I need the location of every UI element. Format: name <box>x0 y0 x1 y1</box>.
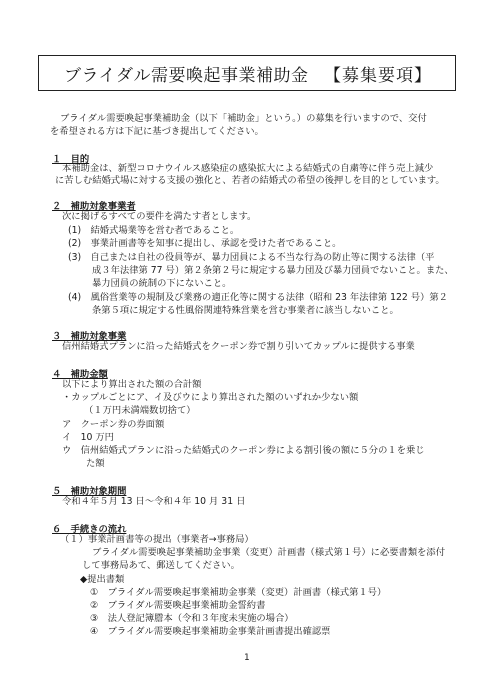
section-6-line: して事務局あて、郵送してください。 <box>82 560 240 571</box>
section-6-line: ④ ブライダル需要喚起事業補助金事業計画書提出確認票 <box>90 626 331 637</box>
section-2-lead: 次に掲げるすべての要件を満たす者とします。 <box>62 211 257 222</box>
section-6-line: ① ブライダル需要喚起事業補助金事業（変更）計画書（様式第１号） <box>90 587 387 598</box>
section-4-line: ウ 信州結婚式プランに沿った結婚式のクーポン券による割引後の額に５分の１を乗じ <box>62 445 425 456</box>
section-2-item: (3) 自己または自社の役員等が、暴力団員による不当な行為の防止等に関する法律（平 <box>68 252 435 263</box>
section-3-line: 信州結婚式プランに沿った結婚式をクーポン券で割り引いてカップルに提供する事業 <box>62 341 415 352</box>
section-6-heading: ６ 手続きの流れ <box>52 524 127 535</box>
section-2-item: 暴力団員の統制の下にないこと。 <box>92 278 232 289</box>
section-6-line: ② ブライダル需要喚起事業補助金誓約書 <box>90 600 266 611</box>
section-2-heading: ２ 補助対象事業者 <box>52 201 136 212</box>
section-6-line: （１）事業計画書等の提出（事業者→事務局） <box>60 534 254 545</box>
section-4-line: イ 10 万円 <box>62 432 114 443</box>
section-5-line: 令和４年５月 13 日～令和４年 10 月 31 日 <box>62 496 246 507</box>
section-6-line: ③ 法人登記簿謄本（令和３年度未実施の場合） <box>90 613 294 624</box>
section-4-heading: ４ 補助金額 <box>52 369 108 380</box>
section-1-line: 本補助金は、新型コロナウイルス感染症の感染拡大による結婚式の自粛等に伴う売上減少 <box>62 163 434 174</box>
intro-line-1: ブライダル需要喚起事業補助金（以下「補助金」という。）の募集を行いますので、交付 <box>60 113 427 124</box>
section-1-line: に苦しむ結婚式場に対する支援の強化と、若者の結婚式の希望の後押しを目的としています。 <box>55 175 445 186</box>
section-4-line: ア クーポン券の券面額 <box>62 419 165 430</box>
page-number: 1 <box>244 653 250 663</box>
section-4-line: 以下により算出された額の合計額 <box>62 379 202 390</box>
section-3-heading: ３ 補助対象事業 <box>52 331 127 342</box>
section-2-item: (4) 風俗営業等の規制及び業務の適正化等に関する法律（昭和 23 年法律第 122 号）第２ <box>68 292 448 303</box>
section-2-item: (2) 事業計画書等を知事に提出し、承認を受けた者であること。 <box>68 238 342 249</box>
section-1-heading: １ 目的 <box>52 154 90 165</box>
section-4-line: ・カップルごとにア、イ及びウにより算出された額のいずれか少ない額 <box>62 392 359 403</box>
page-title-tag: 【募集要項】 <box>324 65 432 86</box>
section-6-line: ブライダル需要喚起事業補助金事業（変更）計画書（様式第１号）に必要書類を添付 <box>92 547 446 558</box>
intro-line-2: を希望される方は下記に基づき提出してください。 <box>50 126 264 137</box>
section-2-item: 条第５項に規定する性風俗関連特殊営業を営む事業者に該当しないこと。 <box>92 305 399 316</box>
section-4-line: た額 <box>86 458 105 469</box>
section-6-line: ◆提出書類 <box>80 574 125 585</box>
page-title: ブライダル需要喚起事業補助金 <box>64 65 309 86</box>
section-2-item: (1) 結婚式場業等を営む者であること。 <box>68 225 240 236</box>
section-2-item: 成３年法律第 77 号）第２条第２号に規定する暴力団及び暴力団員でないこと。また、 <box>92 265 454 276</box>
section-4-line: （１万円未満端数切捨て） <box>84 405 196 416</box>
section-5-heading: ５ 補助対象期間 <box>52 486 127 497</box>
title-box <box>38 55 456 91</box>
